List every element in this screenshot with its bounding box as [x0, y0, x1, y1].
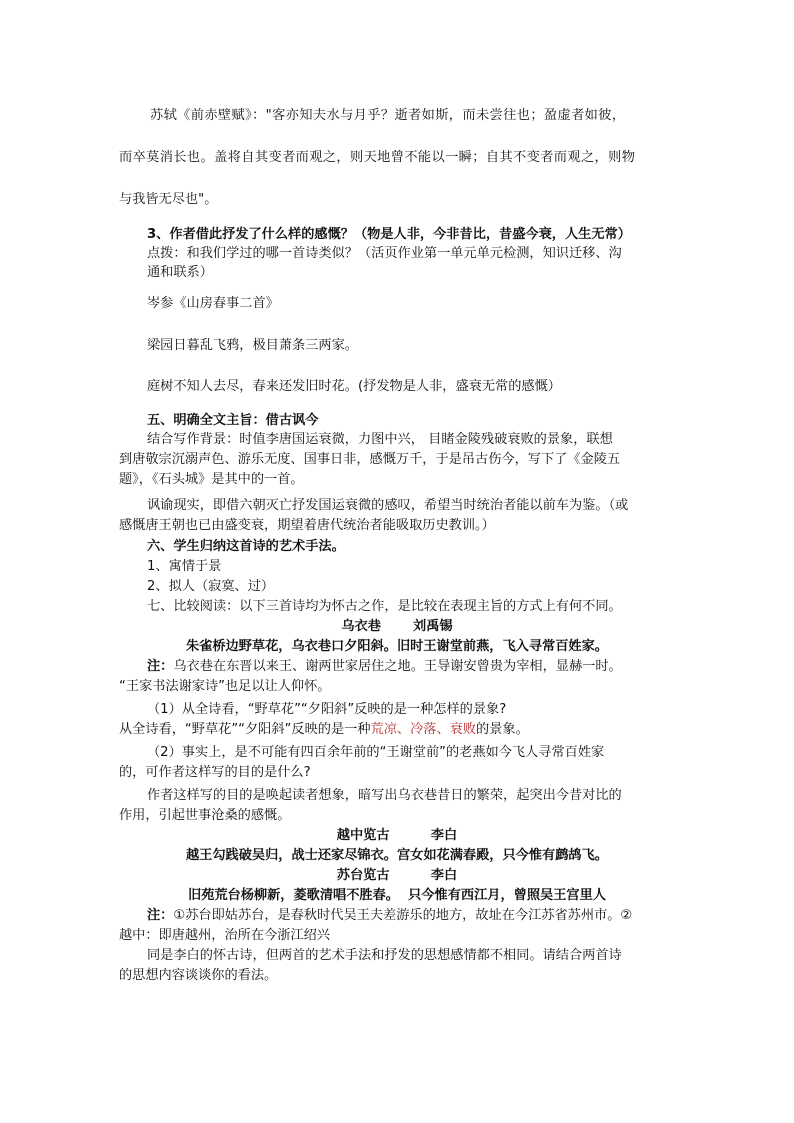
poem-line-2: 庭树不知人去尽，春来还发旧时花。(抒发物是人非，盛衰无常的感慨） — [147, 379, 561, 394]
question-2-line-2: 的，可作者这样写的目的是什么? — [119, 765, 311, 780]
section-6-title: 六、学生归纳这首诗的艺术手法。 — [147, 539, 345, 554]
background-line-1: 结合写作背景：时值李唐国运衰微，力图中兴， 目睹金陵残破衰败的景象，联想 — [147, 432, 613, 447]
poem-wuyixiang-title: 乌衣巷 刘禹锡 — [341, 619, 453, 634]
answer-2-line-2: 作用，引起世事沧桑的感慨。 — [119, 808, 291, 823]
answer-1-pre: 从全诗看，“野草花”“夕阳斜”反映的是一种 — [119, 722, 371, 737]
note-label: 注： — [147, 659, 174, 674]
note-sutai-cont: 越中：即唐越州，治所在今浙江绍兴 — [119, 928, 330, 943]
poem-yuezhong-title: 越中览古 李白 — [336, 828, 458, 843]
satire-line-2: 感慨唐王朝也已由盛变衰，期望着唐代统治者能吸取历史教训。） — [119, 518, 495, 533]
quote-line-2: 而卒莫消长也。盖将自其变者而观之，则天地曾不能以一瞬；自其不变者而观之，则物 — [119, 150, 636, 165]
answer-2-line-1: 作者这样写的目的是唤起读者想象，暗写出乌衣巷昔日的繁荣，起突出今昔对比的 — [147, 788, 622, 803]
task-line-1: 同是李白的怀古诗，但两首的艺术手法和抒发的思想感情都不相同。请结合两首诗 — [147, 948, 622, 963]
quote-line-3: 与我皆无尽也"。 — [119, 192, 218, 207]
poem-sutai-title: 苏台览古 李白 — [336, 868, 458, 883]
task-line-2: 的思想内容谈谈你的看法。 — [119, 968, 278, 983]
poem-wuyixiang-text: 朱雀桥边野草花，乌衣巷口夕阳斜。旧时王谢堂前燕，飞入寻常百姓家。 — [186, 639, 608, 654]
satire-line-1: 讽谕现实，即借六朝灭亡抒发国运衰微的感叹，希望当时统治者能以前车为鉴。（或 — [147, 498, 629, 513]
answer-1-post: 的景象。 — [476, 722, 529, 737]
note-label: 注： — [147, 908, 174, 923]
technique-item-1: 1、寓情于景 — [147, 559, 222, 574]
poem-yuezhong-text: 越王勾践破吴归，战士还家尽锦衣。宫女如花满春殿，只今惟有鹧鸪飞。 — [186, 848, 608, 863]
note-text: ①苏台即姑苏台，是春秋时代吴王夫差游乐的地方，故址在今江苏省苏州市。② — [173, 908, 633, 923]
background-line-2: 到唐敬宗沉溺声色、游乐无度、国事日非，感慨万千，于是吊古伤今，写下了《金陵五 — [119, 452, 621, 467]
hint-line-1: 点拨：和我们学过的哪一首诗类似？（活页作业第一单元单元检测，知识迁移、沟 — [147, 246, 622, 261]
note-wuyixiang — [147, 657, 622, 677]
question-1: （1）从全诗看，“野草花”“夕阳斜”反映的是一种怎样的景象? — [147, 702, 507, 717]
hint-line-2: 通和联系） — [147, 265, 213, 280]
poem-sutai-text: 旧苑荒台杨柳新，菱歌清唱不胜春。 只今惟有西江月，曾照吴王宫里人 — [188, 888, 606, 903]
answer-1 — [119, 720, 529, 740]
section-5-title: 五、明确全文主旨：借古讽今 — [147, 413, 319, 428]
question-2-line-1: （2）事实上，是不可能有四百余年前的“王谢堂前”的老燕如今飞人寻常百姓家 — [147, 745, 605, 760]
note-sutai — [147, 906, 632, 926]
background-line-3: 题》，《石头城》是其中的一首。 — [119, 472, 304, 487]
poem-line-1: 梁园日暮乱飞鸦，极目萧条三两家。 — [147, 338, 358, 353]
technique-item-2: 2、拟人（寂寞、过） — [147, 579, 275, 594]
answer-1-highlight: 荒凉、冷落、衰败 — [370, 722, 477, 737]
question-3-title: 3、作者借此抒发了什么样的感慨？（物是人非，今非昔比，昔盛今衰，人生无常） — [147, 227, 631, 242]
quote-line-1: 苏轼《前赤壁赋》："客亦知夫水与月乎？逝者如斯，而未尝往也；盈虚者如彼， — [150, 108, 626, 123]
note-text: 乌衣巷在东晋以来王、谢两世家居住之地。王导谢安曾贵为宰相，显赫一时。 — [173, 659, 622, 674]
section-7-title: 七、比较阅读：以下三首诗均为怀古之作，是比较在表现主旨的方式上有何不同。 — [147, 599, 622, 614]
note-wuyixiang-cont: “王家书法谢家诗”也足以让人仰怀。 — [119, 679, 331, 694]
poem-title: 岑参《山房春事二首》 — [147, 296, 279, 311]
